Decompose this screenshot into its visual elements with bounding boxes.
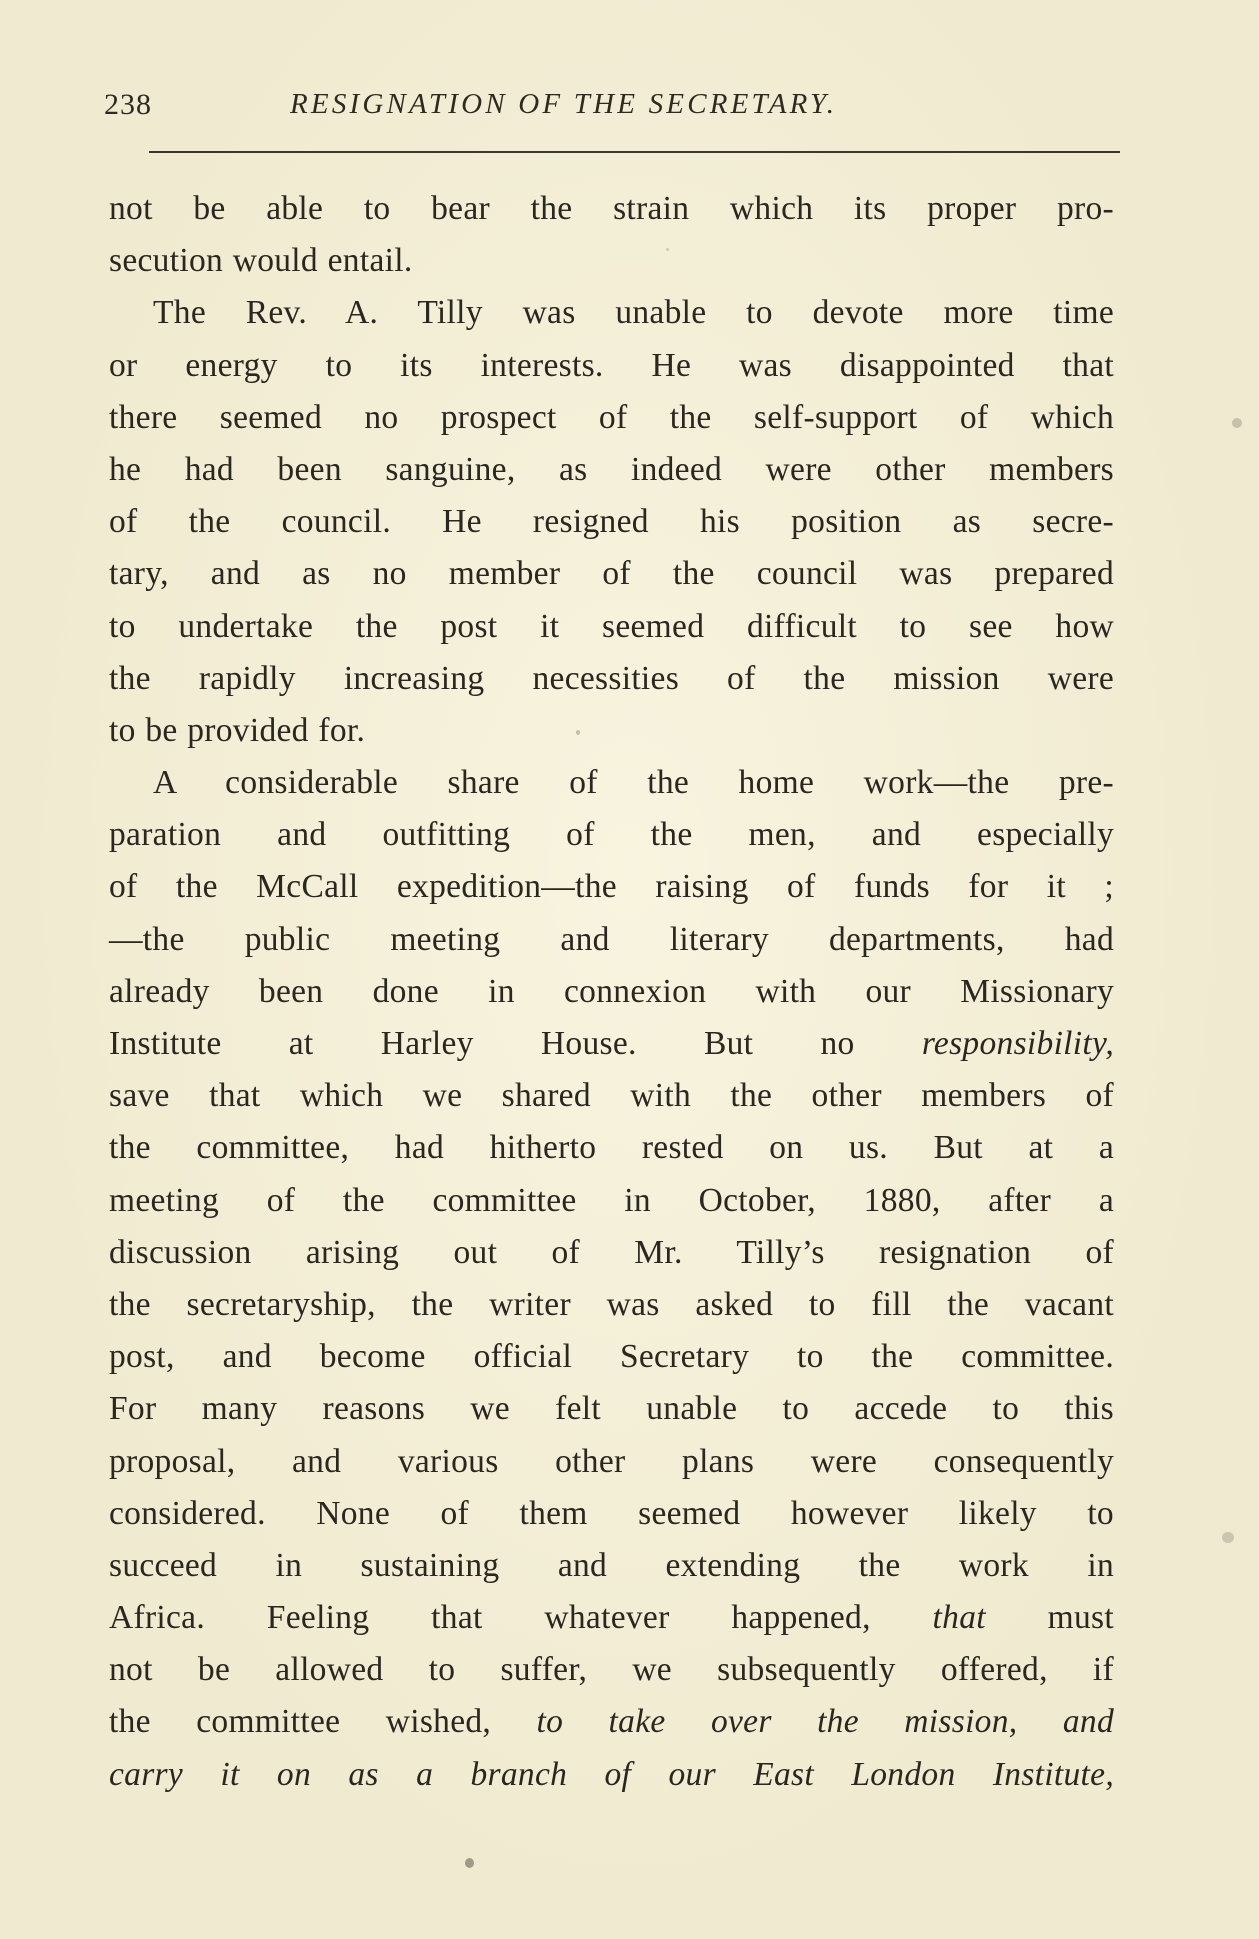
text-segment: or energy to its interests. He was disappointed that — [109, 346, 1114, 384]
paper-speck — [666, 248, 669, 251]
text-line — [109, 548, 1114, 600]
paper-speck — [1232, 418, 1242, 428]
text-line — [109, 340, 1114, 392]
text-line — [109, 705, 1114, 757]
text-line — [109, 757, 1114, 809]
paper-speck — [576, 730, 580, 735]
text-line — [109, 183, 1114, 235]
text-segment: the committee, had hitherto rested on us. But at a — [109, 1129, 1114, 1167]
text-segment: the secretaryship, the writer was asked to fill the vacant — [109, 1285, 1114, 1323]
text-segment: the rapidly increasing necessities of the mission were — [109, 659, 1114, 697]
text-segment: The Rev. A. Tilly was unable to devote more time — [153, 294, 1114, 332]
body-text — [109, 183, 1114, 1801]
text-segment: Africa. Feeling that whatever happened, — [109, 1599, 933, 1637]
italic-text-segment: that — [932, 1599, 986, 1637]
text-line — [109, 1749, 1114, 1801]
text-line — [109, 287, 1114, 339]
text-segment: —the public meeting and literary departments, had — [109, 920, 1114, 958]
text-segment: already been done in connexion with our Missionary — [109, 972, 1114, 1010]
text-segment: he had been sanguine, as indeed were other members — [109, 450, 1114, 488]
text-segment: For many reasons we felt unable to accede to this — [109, 1390, 1114, 1428]
text-segment: paration and outfitting of the men, and especially — [109, 816, 1114, 854]
text-segment: of the McCall expedition—the raising of funds for it ; — [109, 868, 1114, 906]
text-segment: of the council. He resigned his position as secre- — [109, 503, 1114, 541]
text-line — [109, 601, 1114, 653]
text-segment: to be provided for. — [109, 711, 366, 749]
text-line — [109, 1540, 1114, 1592]
text-segment: Institute at Harley House. But no — [109, 1025, 922, 1062]
text-segment: post, and become official Secretary to the committee. — [109, 1338, 1114, 1376]
text-line — [109, 1383, 1114, 1435]
text-line — [109, 496, 1114, 548]
paper-speck — [1222, 1532, 1234, 1543]
text-line — [109, 861, 1114, 913]
text-line — [109, 1227, 1114, 1279]
text-segment: discussion arising out of Mr. Tilly’s resignation of — [109, 1233, 1114, 1271]
text-line — [109, 1175, 1114, 1227]
text-segment: there seemed no prospect of the self-support of which — [109, 398, 1114, 436]
text-segment: succeed in sustaining and extending the work in — [109, 1546, 1114, 1584]
text-line — [109, 444, 1114, 496]
text-line — [109, 1644, 1114, 1696]
footer-speck — [465, 1858, 474, 1868]
text-segment: must — [985, 1599, 1114, 1637]
italic-text-segment: to take over the mission, and — [536, 1703, 1114, 1741]
text-segment: the committee wished, — [109, 1703, 537, 1741]
text-line — [109, 1592, 1114, 1644]
italic-text-segment: responsibility, — [921, 1025, 1114, 1062]
text-line — [109, 1331, 1114, 1383]
text-line — [109, 1696, 1114, 1748]
text-segment: save that which we shared with the other members of — [109, 1077, 1114, 1115]
text-line — [109, 235, 1114, 287]
italic-text-segment: carry it on as a branch of our East London Institute, — [109, 1755, 1114, 1793]
text-line — [109, 966, 1114, 1018]
text-segment: proposal, and various other plans were consequently — [109, 1442, 1114, 1480]
page-header — [104, 88, 1120, 128]
text-line — [109, 1436, 1114, 1488]
text-line — [109, 1070, 1114, 1122]
text-line — [109, 392, 1114, 444]
text-segment: meeting of the committee in October, 1880, after a — [109, 1181, 1114, 1219]
text-line — [109, 1018, 1114, 1070]
text-line — [109, 809, 1114, 861]
page-number: 238 — [104, 88, 152, 121]
header-rule — [149, 151, 1120, 153]
text-segment: A considerable share of the home work—the pre- — [153, 764, 1114, 802]
running-title: RESIGNATION OF THE SECRETARY. — [290, 88, 838, 120]
text-segment: not be able to bear the strain which its proper pro- — [109, 190, 1114, 227]
text-line — [109, 653, 1114, 705]
text-line — [109, 1279, 1114, 1331]
text-segment: not be allowed to suffer, we subsequently offered, if — [109, 1651, 1114, 1689]
text-segment: to undertake the post it seemed difficult to see how — [109, 607, 1114, 645]
text-line — [109, 1488, 1114, 1540]
text-line — [109, 1122, 1114, 1174]
text-line — [109, 914, 1114, 966]
text-segment: considered. None of them seemed however likely to — [109, 1494, 1114, 1532]
text-segment: tary, and as no member of the council was prepared — [109, 555, 1114, 593]
text-segment: secution would entail. — [109, 242, 413, 280]
